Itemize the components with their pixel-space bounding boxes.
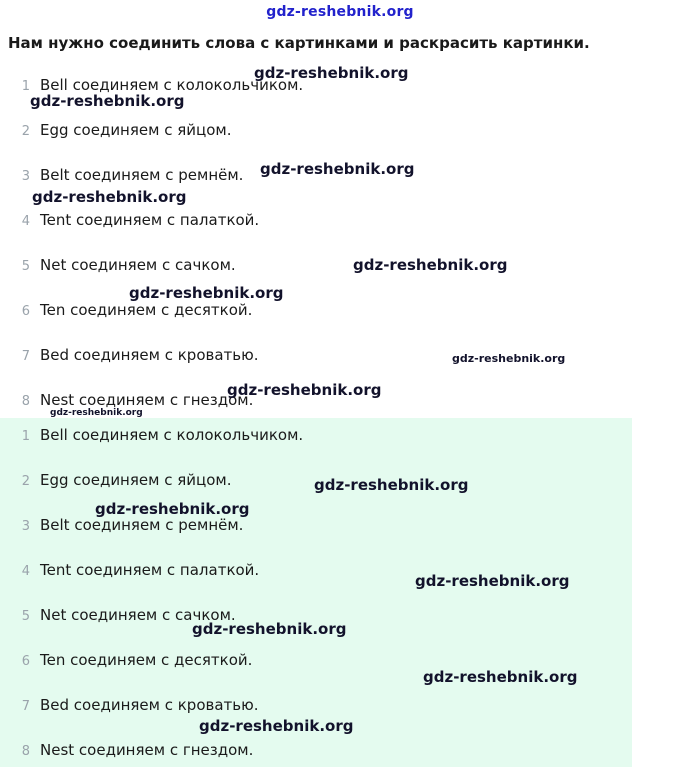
list-item	[10, 346, 259, 365]
list-item-label: Net соединяем с сачком.	[40, 256, 236, 274]
list-item	[10, 741, 253, 760]
list-item	[10, 256, 236, 275]
watermark: gdz-reshebnik.org	[415, 572, 570, 590]
list-item	[10, 651, 252, 670]
list-item-number: 8	[21, 394, 30, 409]
watermark: gdz-reshebnik.org	[353, 256, 508, 274]
list-item-label: Belt соединяем с ремнём.	[40, 166, 244, 184]
list-item	[10, 301, 252, 320]
list-item-number: 1	[21, 429, 30, 444]
list-item	[10, 426, 303, 445]
list-item-label: Nest соединяем с гнездом.	[40, 741, 254, 759]
list-item-label: Nest соединяем с гнездом.	[40, 391, 254, 409]
list-item-number: 5	[21, 259, 30, 274]
list-item-number: 6	[21, 304, 30, 319]
list-item-label: Egg соединяем с яйцом.	[40, 471, 232, 489]
list-item-number: 4	[21, 564, 30, 579]
list-item-number: 6	[21, 654, 30, 669]
list-item	[10, 121, 231, 140]
list-item	[10, 211, 259, 230]
list-item-label: Bell соединяем с колокольчиком.	[40, 76, 304, 94]
watermark: gdz-reshebnik.org	[314, 476, 469, 494]
list-item-number: 5	[21, 609, 30, 624]
watermark: gdz-reshebnik.org	[260, 160, 415, 178]
watermark: gdz-reshebnik.org	[227, 381, 382, 399]
list-item	[10, 166, 243, 185]
list-item-number: 7	[21, 349, 30, 364]
list-item	[10, 561, 259, 580]
list-item-number: 2	[21, 474, 30, 489]
list-item-label: Tent соединяем с палаткой.	[40, 561, 260, 579]
list-item-label: Tent соединяем с палаткой.	[40, 211, 260, 229]
watermark: gdz-reshebnik.org	[95, 500, 250, 518]
list-item-label: Egg соединяем с яйцом.	[40, 121, 232, 139]
list-item-number: 2	[21, 124, 30, 139]
watermark: gdz-reshebnik.org	[254, 64, 409, 82]
watermark: gdz-reshebnik.org	[50, 408, 143, 418]
site-brand-heading: gdz-reshebnik.org	[266, 4, 414, 20]
list-item-number: 7	[21, 699, 30, 714]
watermark: gdz-reshebnik.org	[423, 668, 578, 686]
task-intro-text: Нам нужно соединить слова с картинками и раскрасить картинки.	[8, 34, 590, 52]
list-item	[10, 696, 259, 715]
list-item-number: 4	[21, 214, 30, 229]
list-item-number: 1	[21, 79, 30, 94]
list-item-label: Ten соединяем с десяткой.	[40, 651, 253, 669]
watermark: gdz-reshebnik.org	[192, 620, 347, 638]
list-item-label: Bed соединяем с кроватью.	[40, 346, 259, 364]
list-item-label: Ten соединяем с десяткой.	[40, 301, 253, 319]
list-item-number: 3	[21, 169, 30, 184]
list-item	[10, 471, 231, 490]
list-item-label: Bed соединяем с кроватью.	[40, 696, 259, 714]
watermark: gdz-reshebnik.org	[199, 717, 354, 735]
watermark: gdz-reshebnik.org	[129, 284, 284, 302]
list-item-label: Bell соединяем с колокольчиком.	[40, 426, 304, 444]
list-item-number: 8	[21, 744, 30, 759]
watermark: gdz-reshebnik.org	[452, 352, 566, 365]
list-item	[10, 516, 243, 535]
watermark: gdz-reshebnik.org	[30, 92, 185, 110]
list-item-number: 3	[21, 519, 30, 534]
watermark: gdz-reshebnik.org	[32, 188, 187, 206]
list-item-label: Net соединяем с сачком.	[40, 606, 236, 624]
list-item-label: Belt соединяем с ремнём.	[40, 516, 244, 534]
